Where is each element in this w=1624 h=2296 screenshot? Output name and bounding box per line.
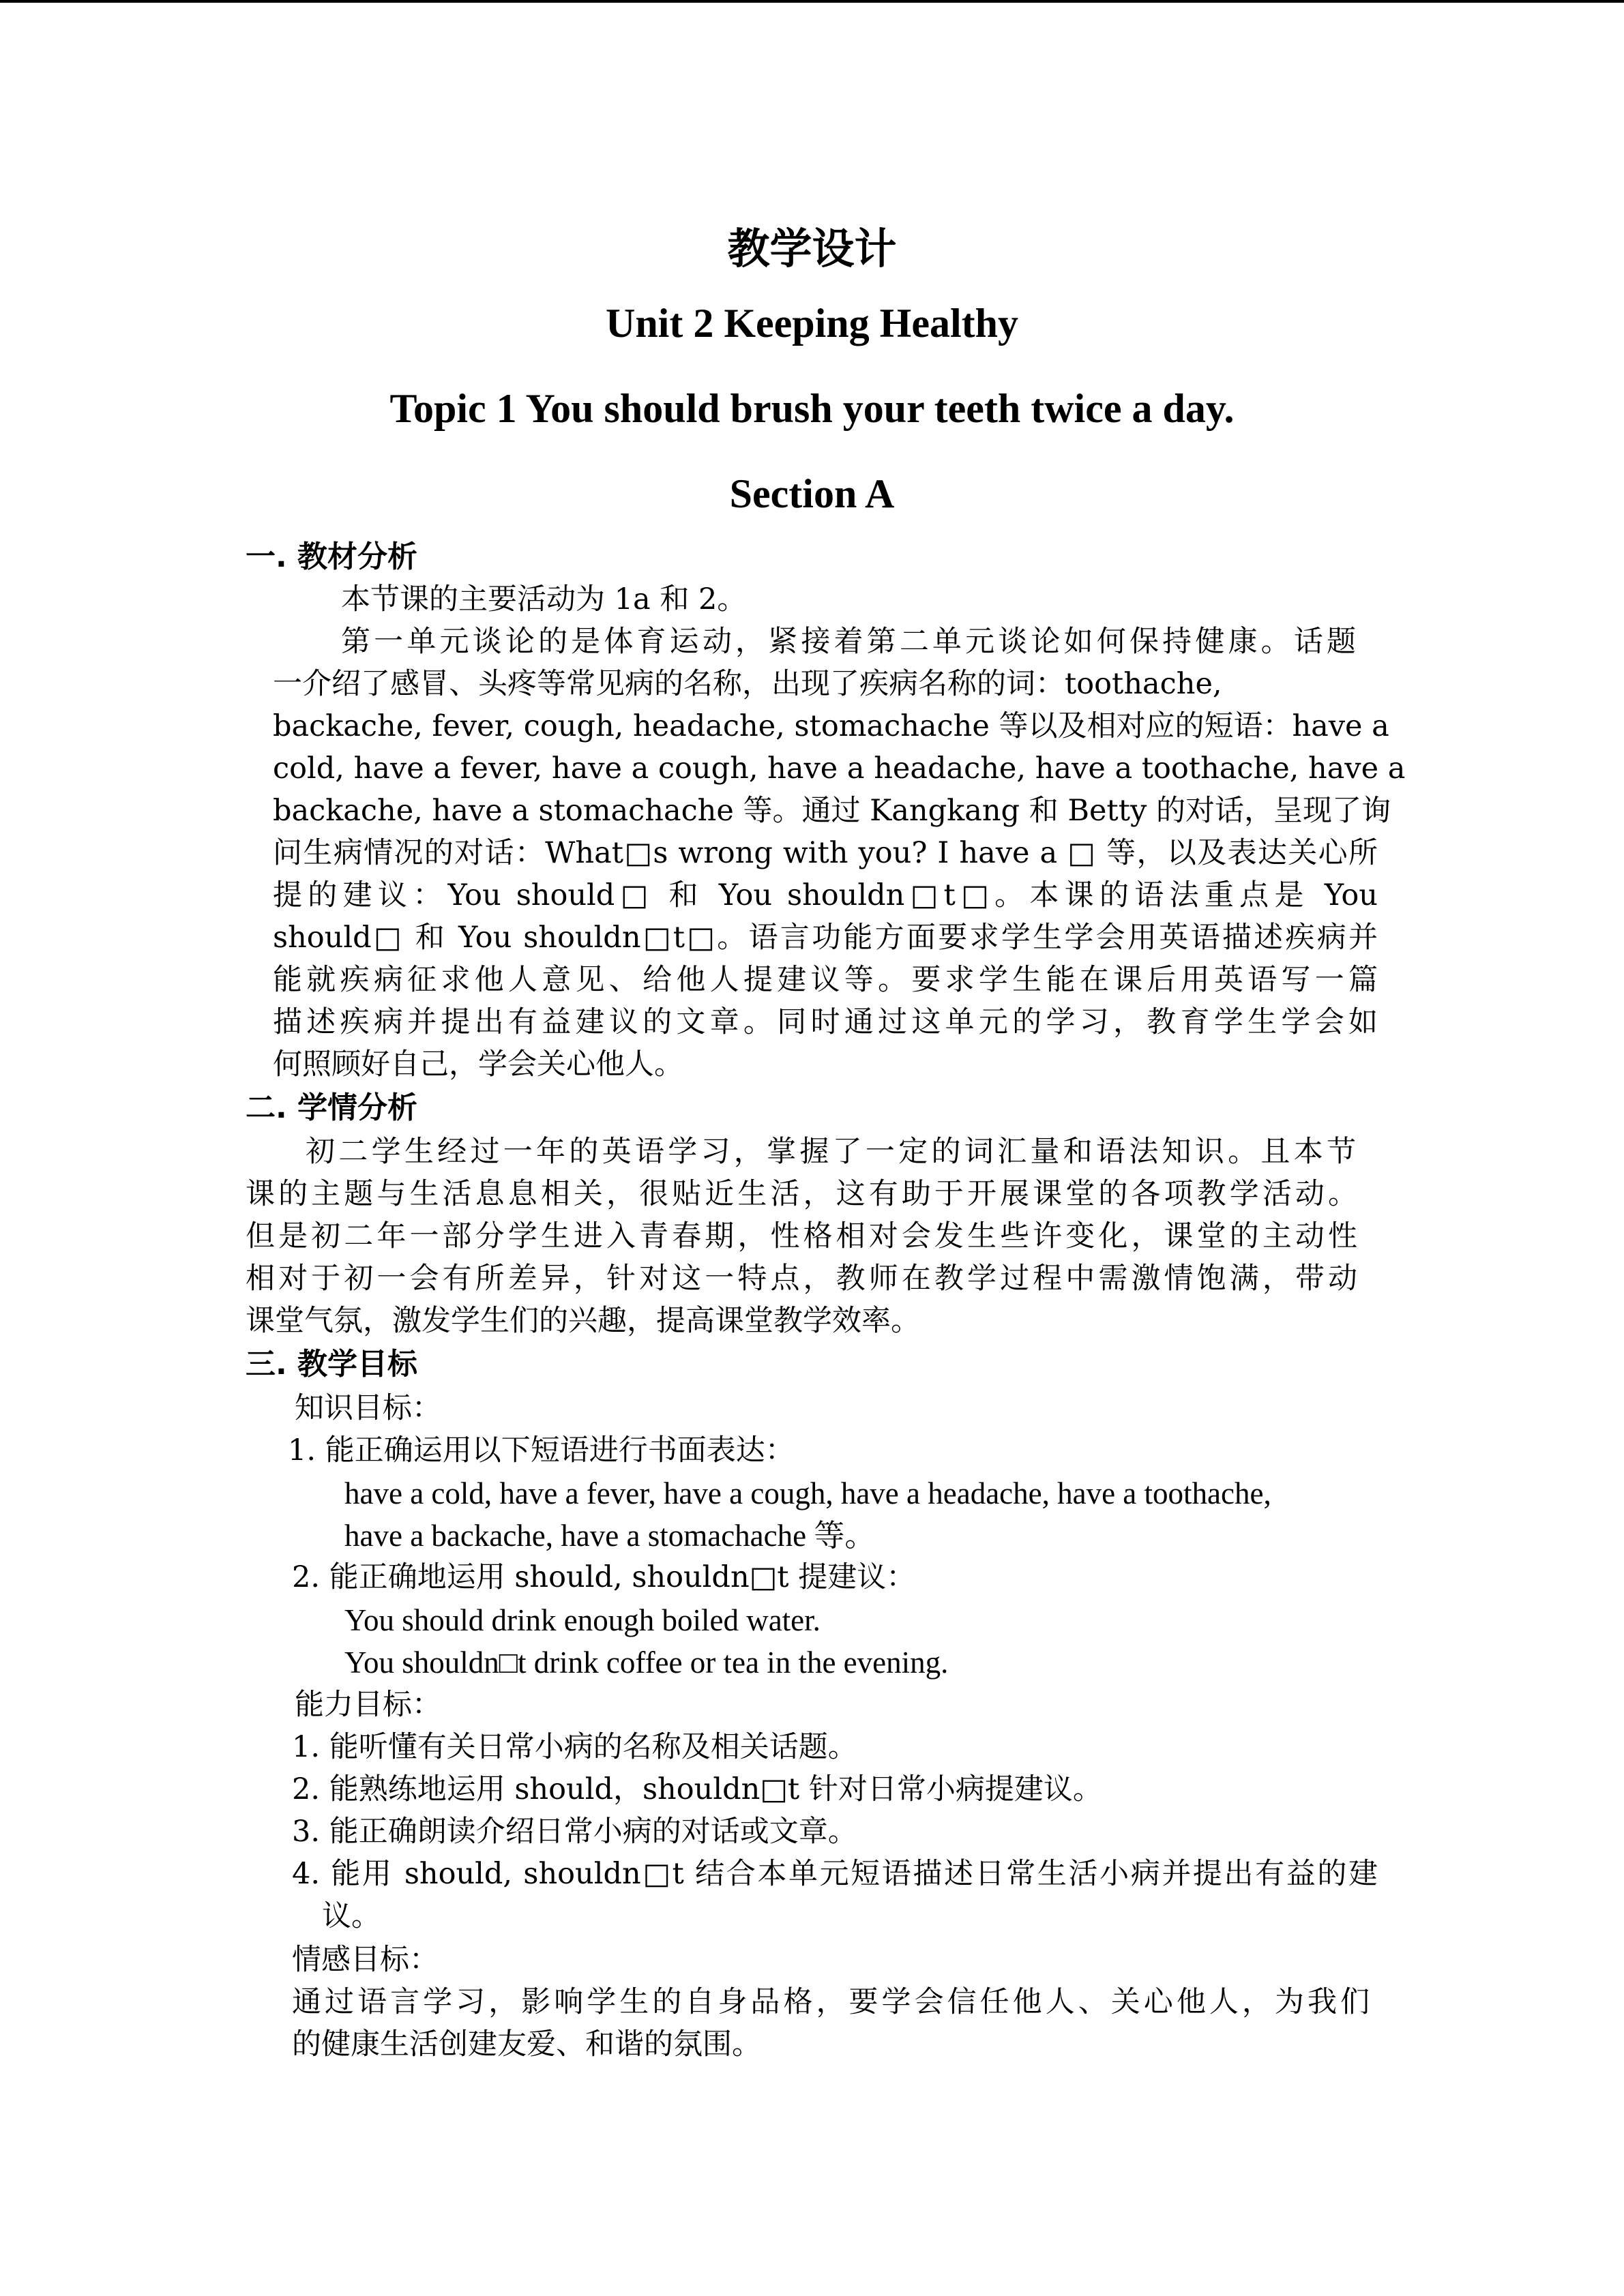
paragraph-line: 本节课的主要活动为 1a 和 2。: [341, 582, 747, 616]
example-sentence: You shouldn□t drink coffee or tea in the evening.: [344, 1645, 949, 1680]
paragraph-line: 何照顾好自己，学会关心他人。: [273, 1047, 683, 1082]
page-title: 教学设计: [727, 224, 897, 273]
goal-item: 1. 能正确运用以下短语进行书面表达：: [288, 1433, 795, 1467]
paragraph-line: 初二学生经过一年的英语学习，掌握了一定的词汇量和语法知识。且本节: [306, 1135, 1356, 1169]
top-border: [0, 0, 1624, 3]
section-heading-teaching-goals: 三. 教学目标: [246, 1347, 418, 1382]
paragraph-line: 提的建议：You should□ 和 You shouldn□t□。本课的语法重点是 You: [273, 878, 1378, 912]
paragraph-line: 描述疾病并提出有益建议的文章。同时通过这单元的学习，教育学生学会如: [273, 1005, 1378, 1039]
knowledge-goals-label: 知识目标：: [295, 1391, 441, 1425]
topic-title: Topic 1 You should brush your teeth twice a day.: [389, 386, 1235, 431]
paragraph-line: backache, have a stomachache 等。通过 Kangkang 和 Betty 的对话，呈现了询: [273, 794, 1391, 828]
emotion-goals-label: 情感目标：: [292, 1943, 439, 1977]
paragraph-line: 的健康生活创建友爱、和谐的氛围。: [292, 2027, 761, 2061]
phrase-line: have a backache, have a stomachache 等。: [344, 1519, 876, 1553]
paragraph-line: 通过语言学习，影响学生的自身品格，要学会信任他人、关心他人，为我们: [292, 1985, 1370, 2019]
paragraph-line: 一介绍了感冒、头疼等常见病的名称，出现了疾病名称的词：toothache,: [273, 667, 1222, 701]
example-sentence: You should drink enough boiled water.: [344, 1603, 821, 1637]
paragraph-line: 能就疾病征求他人意见、给他人提建议等。要求学生能在课后用英语写一篇: [273, 963, 1378, 997]
paragraph-line: cold, have a fever, have a cough, have a headache, have a toothache, have a: [273, 751, 1406, 786]
section-heading-textbook-analysis: 一. 教材分析: [246, 539, 418, 574]
goal-item: 4. 能用 should, shouldn□t 结合本单元短语描述日常生活小病并提出有益的建: [292, 1857, 1378, 1891]
paragraph-line: backache, fever, cough, headache, stomachache 等以及相对应的短语：have a: [273, 709, 1389, 743]
section-heading-student-analysis: 二. 学情分析: [246, 1090, 418, 1125]
unit-title: Unit 2 Keeping Healthy: [605, 301, 1018, 346]
goal-item: 2. 能熟练地运用 should，shouldn□t 针对日常小病提建议。: [292, 1772, 1102, 1806]
paragraph-line: 但是初二年一部分学生进入青春期，性格相对会发生些许变化，课堂的主动性: [246, 1219, 1357, 1253]
phrase-line: have a cold, have a fever, have a cough, have a headache, have a toothache,: [344, 1476, 1271, 1510]
paragraph-line: 相对于初一会有所差异，针对这一特点，教师在教学过程中需激情饱满，带动: [246, 1262, 1357, 1296]
paragraph-line: 第一单元谈论的是体育运动，紧接着第二单元谈论如何保持健康。话题: [341, 625, 1356, 659]
paragraph-line: 课堂气氛，激发学生们的兴趣，提高课堂教学效率。: [246, 1304, 920, 1338]
goal-item: 2. 能正确地运用 should, shouldn□t 提建议：: [292, 1560, 916, 1594]
goal-item: 3. 能正确朗读介绍日常小病的对话或文章。: [292, 1815, 857, 1849]
paragraph-line: 课的主题与生活息息相关，很贴近生活，这有助于开展课堂的各项教学活动。: [246, 1177, 1357, 1211]
section-title: Section A: [729, 471, 895, 516]
paragraph-line: should□ 和 You shouldn□t□。语言功能方面要求学生学会用英语描述疾病并: [273, 921, 1378, 955]
goal-item-continuation: 议。: [322, 1899, 381, 1933]
goal-item: 1. 能听懂有关日常小病的名称及相关话题。: [292, 1730, 857, 1764]
paragraph-line: 问生病情况的对话：What□s wrong with you? I have a □ 等，以及表达关心所: [273, 836, 1378, 870]
ability-goals-label: 能力目标：: [295, 1688, 441, 1722]
